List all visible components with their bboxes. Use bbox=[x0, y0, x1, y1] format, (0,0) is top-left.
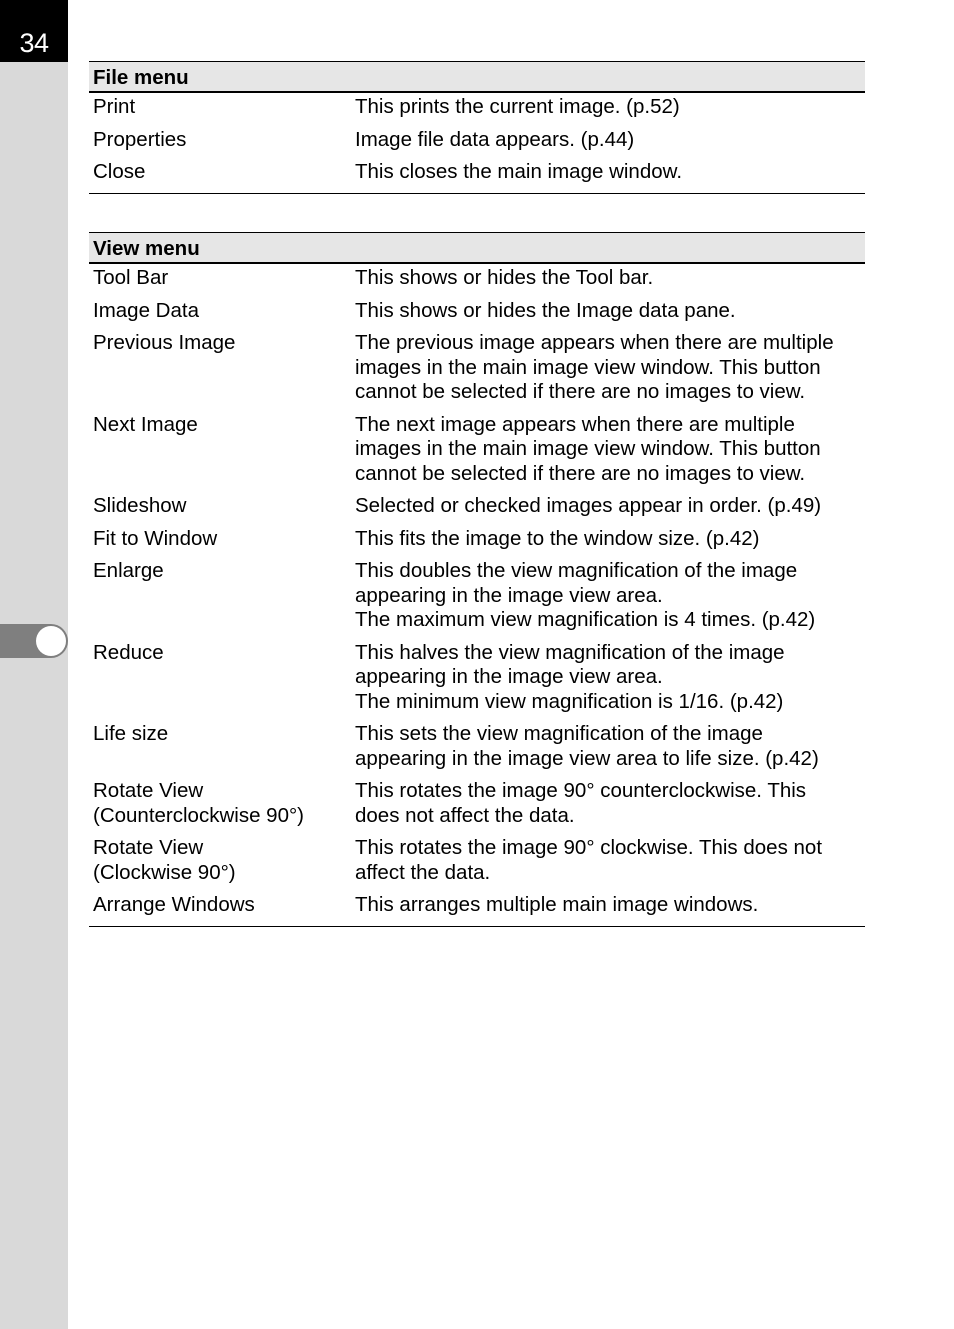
menu-item-description: This doubles the view magnification of the image appearing in the image view area. The maximum view magnification is 4 times. (p.42) bbox=[355, 559, 816, 631]
table-row bbox=[89, 525, 865, 558]
menu-item-name: Slideshow bbox=[93, 494, 187, 517]
menu-item-name: Reduce bbox=[93, 640, 164, 664]
table-row bbox=[89, 720, 865, 777]
table-row bbox=[89, 158, 865, 191]
side-strip bbox=[0, 0, 68, 1329]
menu-item-name: Tool Bar bbox=[93, 266, 169, 289]
menu-item-description: This shows or hides the Tool bar. bbox=[355, 266, 654, 289]
view-menu-header: View menu bbox=[89, 233, 865, 264]
page-number-box bbox=[0, 0, 68, 62]
table-row bbox=[89, 639, 865, 721]
menu-item-description: This fits the image to the window size. (p.42) bbox=[355, 526, 760, 550]
menu-item-description: The previous image appears when there are multiple images in the main image view window. This button cannot be selected if there are no images to view. bbox=[355, 331, 834, 403]
page-number: 34 bbox=[19, 28, 49, 58]
table-row bbox=[89, 891, 865, 924]
menu-item-description: This rotates the image 90° clockwise. This does not affect the data. bbox=[355, 836, 823, 884]
table-row bbox=[89, 492, 865, 525]
menu-item-name: Image Data bbox=[93, 298, 199, 322]
file-menu-table bbox=[89, 61, 865, 194]
table-row bbox=[89, 264, 865, 297]
menu-item-name: Fit to Window bbox=[93, 526, 218, 550]
menu-item-description: Image file data appears. (p.44) bbox=[355, 127, 635, 151]
menu-item-name: Life size bbox=[93, 722, 169, 745]
table-row bbox=[89, 557, 865, 639]
menu-item-description: This halves the view magnification of the image appearing in the image view area. The minimum view magnification is 1/16. (p.42) bbox=[355, 640, 785, 713]
chapter-tab bbox=[0, 624, 68, 658]
menu-item-name: Previous Image bbox=[93, 331, 236, 354]
menu-item-description: This closes the main image window. bbox=[355, 160, 683, 183]
menu-item-name: Rotate View (Counterclockwise 90°) bbox=[93, 779, 304, 827]
menu-item-name: Print bbox=[93, 95, 136, 118]
menu-item-name: Next Image bbox=[93, 412, 198, 436]
menu-item-description: This rotates the image 90° counterclockwise. This does not affect the data. bbox=[355, 779, 807, 827]
table-row bbox=[89, 834, 865, 891]
menu-item-name: Close bbox=[93, 160, 146, 183]
menu-item-description: This sets the view magnification of the image appearing in the image view area to life size. (p.42) bbox=[355, 722, 819, 770]
menu-item-name: Arrange Windows bbox=[93, 893, 255, 916]
table-row bbox=[89, 126, 865, 159]
table-row bbox=[89, 411, 865, 493]
menu-item-name: Rotate View (Clockwise 90°) bbox=[93, 836, 236, 884]
menu-item-description: This prints the current image. (p.52) bbox=[355, 95, 680, 118]
table-row bbox=[89, 329, 865, 411]
file-menu-header: File menu bbox=[89, 62, 865, 93]
table-row bbox=[89, 777, 865, 834]
menu-item-description: The next image appears when there are multiple images in the main image view window. This button cannot be selected if there are no images to view. bbox=[355, 412, 821, 485]
view-menu-table bbox=[89, 232, 865, 927]
menu-item-description: Selected or checked images appear in order. (p.49) bbox=[355, 494, 822, 517]
menu-item-name: Enlarge bbox=[93, 559, 164, 582]
menu-item-description: This shows or hides the Image data pane. bbox=[355, 298, 736, 322]
menu-item-name: Properties bbox=[93, 127, 187, 151]
chapter-tab-dot bbox=[36, 626, 66, 656]
table-row bbox=[89, 297, 865, 330]
menu-item-description: This arranges multiple main image windows. bbox=[355, 893, 759, 916]
table-row bbox=[89, 93, 865, 126]
